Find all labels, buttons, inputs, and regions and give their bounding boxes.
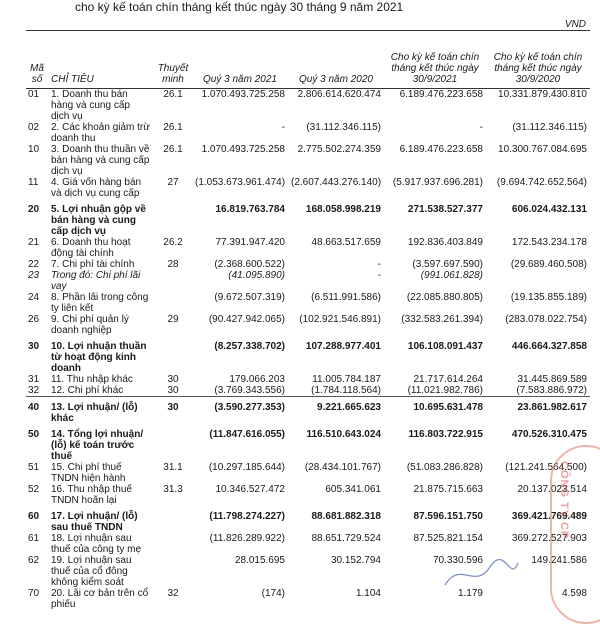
cell-item: 7. Chi phí tài chính (51, 259, 135, 270)
income-statement-table (26, 30, 590, 610)
cell-note (154, 506, 192, 533)
col-q3-2021-header: Quý 3 năm 2021 (192, 31, 288, 89)
cell-code: 26 (28, 314, 40, 325)
company-seal-stamp: CÔNG TY CP (550, 445, 600, 624)
cell-q3-2020: 11.005.784.187 (312, 374, 381, 385)
cell-note: 30 (154, 397, 192, 425)
cell-ytd-2021: (5.917.937.696.281) (392, 177, 483, 188)
cell-ytd-2021: 271.538.527.377 (407, 204, 483, 215)
cell-code: 52 (28, 484, 40, 495)
cell-ytd-2021: 87.596.151.750 (413, 511, 483, 522)
cell-q3-2020: (2.607.443.276.140) (291, 177, 382, 188)
table-row (26, 292, 590, 314)
cell-q3-2020: 48.663.517.659 (311, 237, 381, 248)
cell-note: 28 (167, 259, 179, 270)
table-row (26, 533, 590, 555)
table-row (26, 385, 590, 397)
cell-item: 9. Chi phí quản lý doanh nghiệp (51, 314, 129, 336)
cell-ytd-2021: 10.695.631.478 (384, 397, 486, 425)
cell-note: 26.2 (163, 237, 183, 248)
table-row (26, 424, 590, 462)
cell-q3-2021: 28.015.695 (234, 555, 285, 566)
cell-ytd-2020: 10.300.767.084.695 (498, 144, 587, 155)
col-item-header: CHỈ TIÊU (48, 31, 154, 89)
cell-item: 19. Lợi nhuận sau thuế của cổ đông không kiểm soát (51, 555, 132, 588)
cell-ytd-2021: (11.021.982.786) (407, 385, 483, 396)
cell-ytd-2020: 4.598 (561, 588, 587, 599)
cell-item: 17. Lợi nhuận/ (lỗ) sau thuế TNDN (51, 511, 138, 533)
cell-q3-2021: 1.070.493.725.258 (201, 89, 285, 100)
cell-ytd-2020 (486, 270, 590, 292)
cell-q3-2020: (6.511.991.586) (311, 292, 381, 303)
table-row (26, 177, 590, 199)
cell-q3-2021: (3.590.277.353) (192, 397, 288, 425)
cell-note: 26.1 (163, 89, 183, 100)
cell-item: 4. Giá vốn hàng bán và dịch vụ cung cấp (51, 177, 142, 199)
cell-code: 21 (28, 237, 40, 248)
cell-code: 20 (28, 204, 40, 215)
cell-q3-2021: (174) (261, 588, 285, 599)
cell-code: 61 (28, 533, 40, 544)
cell-item: 15. Chi phí thuế TNDN hiện hành (51, 462, 126, 484)
table-row (26, 462, 590, 484)
statement-period-title: cho kỳ kế toán chín tháng kết thúc ngày 30 tháng 9 năm 2021 (75, 0, 404, 14)
cell-ytd-2021: 116.803.722.915 (408, 429, 483, 440)
cell-item: 2. Các khoản giảm trừ doanh thu (51, 122, 150, 144)
cell-q3-2020: 2.775.502.274.359 (297, 144, 381, 155)
cell-ytd-2020: (9.694.742.652.564) (496, 177, 587, 188)
cell-q3-2021: 179.066.203 (229, 374, 285, 385)
cell-q3-2020: (102.921.546.891) (299, 314, 381, 325)
cell-q3-2020: 1.104 (355, 588, 381, 599)
cell-ytd-2020: (283.078.022.754) (505, 314, 587, 325)
cell-note: 26.1 (163, 144, 183, 155)
cell-ytd-2020: 20.137.023.514 (517, 484, 587, 495)
cell-note (154, 199, 192, 237)
cell-q3-2020: (1.784.118.564) (311, 385, 381, 396)
cell-note: 30 (167, 385, 179, 396)
cell-q3-2021: (11.847.616.055) (209, 429, 285, 440)
cell-code: 50 (28, 429, 40, 440)
cell-ytd-2020: 31.445.869.589 (517, 374, 587, 385)
cell-ytd-2021: 87.525.821.154 (413, 533, 483, 544)
cell-note (154, 292, 192, 314)
table-header-row (26, 31, 590, 89)
cell-q3-2021: 1.070.493.725.258 (201, 144, 285, 155)
cell-q3-2020: 107.288.977.401 (305, 341, 381, 352)
cell-q3-2021: 16.819.763.784 (215, 204, 285, 215)
cell-ytd-2020: (19.135.855.189) (510, 292, 587, 303)
cell-item: 8. Phần lãi trong công ty liên kết (51, 292, 149, 314)
cell-item: 11. Thu nhập khác (51, 374, 133, 385)
cell-q3-2021: (90.427.942.065) (208, 314, 285, 325)
cell-q3-2020: 9.221.665.623 (288, 397, 384, 425)
cell-ytd-2020: 10.331.879.430.810 (498, 89, 587, 100)
cell-code: 10 (28, 144, 40, 155)
cell-note: 31.3 (163, 484, 183, 495)
cell-note: 27 (167, 177, 179, 188)
cell-item: 13. Lợi nhuận/ (lỗ) khác (48, 397, 154, 425)
cell-q3-2021: (9.672.507.319) (214, 292, 285, 303)
cell-q3-2021: (8.257.338.702) (214, 341, 285, 352)
cell-ytd-2021: 6.189.476.223.658 (399, 89, 483, 100)
cell-ytd-2021: 6.189.476.223.658 (399, 144, 483, 155)
cell-item: 5. Lợi nhuận gộp về bán hàng và cung cấp dịch vụ (51, 204, 146, 237)
cell-note: 26.1 (163, 122, 183, 133)
cell-ytd-2021: 21.717.614.264 (413, 374, 483, 385)
cell-ytd-2020: 606.024.432.131 (511, 204, 587, 215)
cell-ytd-2020: 172.543.234.178 (511, 237, 587, 248)
cell-q3-2021: (10.297.185.644) (208, 462, 285, 473)
cell-item: 3. Doanh thu thuần về bán hàng và cung cấp dịch vụ (51, 144, 150, 177)
table-row (26, 484, 590, 506)
cell-ytd-2021: 70.330.596 (432, 555, 483, 566)
cell-code: 23 (28, 270, 40, 281)
col-q3-2020-header: Quý 3 năm 2020 (288, 31, 384, 89)
table-row (26, 237, 590, 259)
table-row (26, 122, 590, 144)
cell-ytd-2021: 1.179 (457, 588, 483, 599)
cell-note: 29 (167, 314, 179, 325)
cell-ytd-2020: 446.664.327.858 (511, 341, 587, 352)
cell-note: 32 (167, 588, 179, 599)
cell-ytd-2020: 369.272.527.903 (511, 533, 587, 544)
cell-item: 12. Chi phí khác (51, 385, 124, 396)
cell-code: 11 (28, 177, 39, 188)
cell-code: 31 (28, 374, 40, 385)
cell-q3-2020: 30.152.794 (330, 555, 381, 566)
cell-note (154, 555, 192, 588)
cell-note: 31.1 (163, 462, 183, 473)
table-row (26, 506, 590, 533)
cell-item: 20. Lãi cơ bản trên cổ phiếu (51, 588, 149, 610)
cell-q3-2021: (11.798.274.227) (209, 511, 285, 522)
table-row (26, 259, 590, 270)
currency-unit: VND (564, 19, 586, 30)
cell-note: 30 (167, 374, 179, 385)
cell-ytd-2020: (121.241.564.500) (505, 462, 587, 473)
cell-q3-2020: - (377, 270, 381, 281)
cell-q3-2021: (11.826.289.922) (209, 533, 285, 544)
cell-code: 32 (28, 385, 40, 396)
cell-q3-2020: 2.806.614.620.474 (297, 89, 381, 100)
cell-ytd-2020: 470.526.310.475 (511, 429, 587, 440)
signature-mark (440, 555, 520, 595)
cell-item: 10. Lợi nhuận thuần từ hoạt động kinh doanh (51, 341, 147, 374)
cell-q3-2020: 168.058.998.219 (305, 204, 381, 215)
cell-ytd-2020: (7.583.886.972) (516, 385, 587, 396)
table-row (26, 144, 590, 177)
cell-ytd-2020: 23.861.982.617 (486, 397, 590, 425)
cell-item: 14. Tổng lợi nhuận/ (lỗ) kế toán trước thuế (51, 429, 144, 462)
cell-q3-2021: 10.346.527.472 (215, 484, 285, 495)
cell-q3-2021: (41.095.890) (228, 270, 285, 281)
cell-q3-2020: - (377, 259, 381, 270)
cell-code: 22 (28, 259, 40, 270)
cell-q3-2020: 116.510.643.024 (306, 429, 381, 440)
cell-ytd-2021: (22.085.880.805) (406, 292, 483, 303)
cell-q3-2020: 605.341.061 (325, 484, 381, 495)
table-row (26, 199, 590, 237)
cell-q3-2021: (3.769.343.556) (214, 385, 285, 396)
cell-ytd-2020: (31.112.346.115) (512, 122, 587, 133)
cell-ytd-2021: 21.875.715.663 (413, 484, 483, 495)
cell-q3-2021: (1.053.673.961.474) (195, 177, 286, 188)
cell-ytd-2021: - (479, 122, 483, 133)
cell-code: 62 (28, 555, 40, 566)
cell-ytd-2021: (991.061.828) (420, 270, 483, 281)
cell-code: 30 (28, 341, 40, 352)
cell-ytd-2021: (332.583.261.394) (401, 314, 483, 325)
cell-q3-2021: (2.368.600.522) (214, 259, 285, 270)
cell-code: 40 (26, 397, 48, 425)
cell-code: 24 (28, 292, 40, 303)
cell-item: 16. Thu nhập thuế TNDN hoãn lại (51, 484, 132, 506)
cell-code: 70 (28, 588, 40, 599)
cell-note (154, 336, 192, 374)
table-row (26, 374, 590, 385)
cell-item: 1. Doanh thu bán hàng và cung cấp dịch vụ (51, 89, 130, 122)
cell-q3-2021: - (281, 122, 285, 133)
col-ytd-2021-header: Cho kỳ kế toán chín tháng kết thúc ngày 30/9/2021 (384, 31, 486, 89)
cell-q3-2020: 88.651.729.524 (311, 533, 381, 544)
cell-code: 60 (28, 511, 40, 522)
cell-ytd-2020: (29.689.460.508) (510, 259, 587, 270)
cell-q3-2020: (31.112.346.115) (306, 122, 381, 133)
table-row (26, 397, 590, 425)
col-note-header: Thuyết minh (154, 31, 192, 89)
cell-ytd-2020: 369.421.769.489 (511, 511, 587, 522)
cell-item: Trong đó: Chi phí lãi vay (51, 270, 141, 292)
col-ytd-2020-header: Cho kỳ kế toán chín tháng kết thúc ngày 30/9/2020 (486, 31, 590, 89)
cell-code: 51 (28, 462, 40, 473)
table-row (26, 314, 590, 336)
cell-ytd-2021: 192.836.403.849 (407, 237, 483, 248)
table-row (26, 336, 590, 374)
cell-q3-2021: 77.391.947.420 (215, 237, 285, 248)
cell-ytd-2021: 106.108.091.437 (407, 341, 483, 352)
cell-item: 18. Lợi nhuận sau thuế của công ty mẹ (51, 533, 142, 555)
cell-ytd-2020: 149.241.586 (531, 555, 587, 566)
table-row (26, 270, 590, 292)
cell-q3-2020: 88.681.882.318 (311, 511, 381, 522)
cell-note (154, 424, 192, 462)
table-row (26, 89, 590, 123)
cell-code: 01 (28, 89, 40, 100)
cell-q3-2020: (28.434.101.767) (304, 462, 381, 473)
cell-ytd-2021: (3.597.697.590) (412, 259, 483, 270)
cell-item: 6. Doanh thu hoạt động tài chính (51, 237, 131, 259)
col-code-header: Mã số (26, 31, 48, 89)
cell-note (154, 270, 192, 292)
cell-code: 02 (28, 122, 40, 133)
cell-note (154, 533, 192, 555)
cell-ytd-2021: (51.083.286.828) (406, 462, 483, 473)
